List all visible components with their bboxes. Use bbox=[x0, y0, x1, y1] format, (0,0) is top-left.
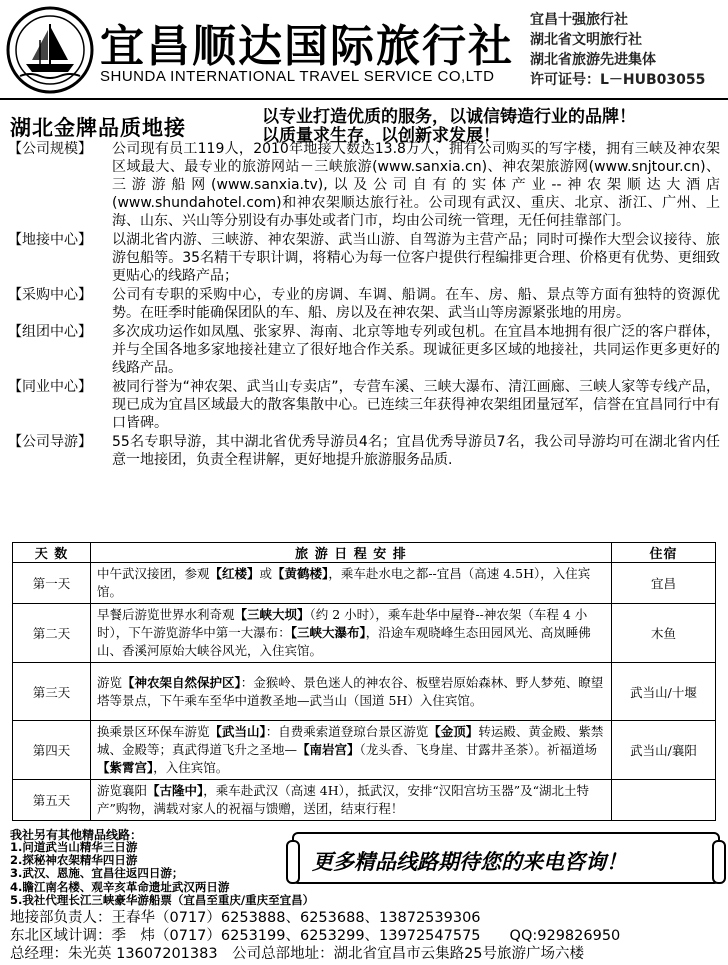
slogan-band bbox=[0, 102, 728, 146]
column-header-stay: 住宿 bbox=[612, 543, 716, 563]
honor-item: 湖北省文明旅行社 bbox=[530, 32, 642, 48]
route-item: 1.问道武当山精华三日游 bbox=[10, 840, 138, 854]
section-label: 【公司规模】 bbox=[8, 141, 92, 157]
itinerary-row bbox=[13, 563, 716, 604]
company-name-cn: 宜昌顺达国际旅行社 bbox=[100, 21, 514, 72]
honor-item: 湖北省旅游先进集体 bbox=[530, 52, 656, 68]
itinerary-stay: 宜昌 bbox=[612, 563, 716, 604]
section-text: 公司有专职的采购中心，专业的房调、车调、船调。在车、房、船、景点等方面有独特的资源优势。在旺季时能确保团队的车、船、房以及在神农架、武当山等房源紧张地的用房。 bbox=[112, 287, 720, 321]
section-industry bbox=[8, 378, 720, 432]
section-local-reception bbox=[8, 231, 720, 285]
other-routes-title: 我社另有其他精品线路： bbox=[10, 828, 143, 842]
itinerary-row bbox=[13, 604, 716, 663]
itinerary-row bbox=[13, 663, 716, 721]
header bbox=[0, 0, 728, 100]
section-label: 【采购中心】 bbox=[8, 287, 92, 303]
itinerary-day: 第四天 bbox=[13, 721, 91, 780]
slogan-line-2: 以质量求生存，以创新求发展！ bbox=[262, 126, 500, 146]
itinerary-body bbox=[13, 563, 716, 821]
itinerary-day: 第五天 bbox=[13, 780, 91, 821]
section-guides bbox=[8, 433, 720, 469]
section-text: 公司现有员工119人，2010年地接人数达13.8万人，拥有公司购买的写字楼，拥有三峡及神农架区域最大、最专业的旅游网站－三峡旅游(www.sanxia.cn)、神农架旅游网(www.snjtour.cn)、三游游船网(www.sanxia.tv),以及公司自有的实体产业--神农架顺达大酒店(www.shundahotel.com)和神农架顺达旅行社。公司现有武汉、重庆、北京、浙江、广州、上海、山东、兴山等分别设有办事处或者门市，均由公司统一管理，无任何挂靠部门。 bbox=[112, 141, 720, 229]
itinerary-table bbox=[12, 542, 716, 821]
contact-line: 地接部负责人：王春华（0717）6253888、6253688、13872539306 bbox=[10, 910, 481, 926]
company-sections bbox=[8, 140, 720, 470]
route-item: 3.武汉、恩施、宜昌往返四日游； bbox=[10, 866, 184, 881]
section-label: 【地接中心】 bbox=[8, 232, 92, 248]
contact-line: 总经理：朱光英 13607201383 公司总部地址：湖北省宜昌市云集路25号旅游广场六楼 bbox=[10, 946, 585, 962]
honor-item: 宜昌十强旅行社 bbox=[530, 12, 628, 28]
call-to-action-text: 更多精品线路期待您的来电咨询！ bbox=[312, 850, 627, 874]
company-name-en: SHUNDA INTERNATIONAL TRAVEL SERVICE CO,LTD bbox=[100, 68, 495, 85]
license-number: 许可证号：L－HUB03055 bbox=[530, 72, 706, 88]
itinerary-row bbox=[13, 780, 716, 821]
contact-info bbox=[10, 909, 722, 963]
itinerary-plan: 换乘景区环保车游览【武当山】：自费乘索道登琼台景区游览【金顶】转运殿、黄金殿、紫禁城、金殿等；真武得道飞升之圣地—【南岩宫】（龙头香、飞身崖、甘露井圣茶）。祈福道场【紫霄宫】，入住宾馆。 bbox=[91, 721, 612, 780]
itinerary-row bbox=[13, 721, 716, 780]
itinerary-plan: 早餐后游览世界水利奇观【三峡大坝】（约 2 小时），乘车赴华中屋脊--神农架（车程 4 小时），下午游览游华中第一大瀑布：【三峡大瀑布】，沿途车观晓峰生态田园风光、高岚睡佛山、香溪河原始大峡谷风光，入住宾馆。 bbox=[91, 604, 612, 663]
itinerary-stay: 武当山/襄阳 bbox=[612, 721, 716, 780]
section-label: 【同业中心】 bbox=[8, 379, 92, 395]
other-routes-list bbox=[10, 840, 315, 907]
itinerary-day: 第二天 bbox=[13, 604, 91, 663]
slogan-line-1: 以专业打造优质的服务，以诚信铸造行业的品牌！ bbox=[262, 107, 636, 127]
column-header-plan: 旅 游 日 程 安 排 bbox=[91, 543, 612, 563]
itinerary-header-row bbox=[13, 543, 716, 563]
itinerary-plan: 中午武汉接团，参观【红楼】或【黄鹤楼】，乘车赴水电之都--宜昌（高速 4.5H），入住宾馆。 bbox=[91, 563, 612, 604]
itinerary-stay: 武当山/十堰 bbox=[612, 663, 716, 721]
call-to-action-scroll bbox=[292, 832, 720, 884]
section-label: 【组团中心】 bbox=[8, 324, 92, 340]
route-item: 4.瞻江南名楼、观辛亥革命遗址武汉两日游 bbox=[10, 879, 230, 894]
itinerary-plan: 游览襄阳【古隆中】，乘车赴武汉（高速 4H），抵武汉，安排“汉阳宫坊玉器”及“湖北土特产”购物，满载对家人的祝福与馈赠，送团，结束行程！ bbox=[91, 780, 612, 821]
honors-list bbox=[530, 10, 726, 90]
footer bbox=[0, 826, 728, 965]
section-text: 55名专职导游，其中湖北省优秀导游员4名；宜昌优秀导游员7名，我公司导游均可在湖北省内任意一地接团，负责全程讲解，更好地提升旅游服务品质. bbox=[112, 434, 720, 468]
itinerary-day: 第一天 bbox=[13, 563, 91, 604]
route-item: 5.我社代理长江三峡豪华游船票（宜昌至重庆/重庆至宜昌） bbox=[10, 892, 315, 907]
section-group-tours bbox=[8, 323, 720, 377]
itinerary-stay: 木鱼 bbox=[612, 604, 716, 663]
section-procurement bbox=[8, 286, 720, 322]
section-text: 以湖北省内游、三峡游、神农架游、武当山游、自驾游为主营产品；同时可操作大型会议接待、旅游包船等。35名精干专职计调，将精心为每一位客户提供行程编排更合理、价格更有优势、更细致更贴心的线路产品； bbox=[112, 232, 720, 284]
route-item: 2.探秘神农架精华四日游 bbox=[10, 853, 138, 868]
itinerary-day: 第三天 bbox=[13, 663, 91, 721]
section-label: 【公司导游】 bbox=[8, 434, 92, 450]
contact-line: 东北区域计调：季 炜（0717）6253199、6253299、13972547575 QQ:929826950 bbox=[10, 928, 621, 944]
sailing-ship-logo-icon bbox=[6, 6, 94, 94]
section-text: 被同行誉为“神农架、武当山专卖店”，专营车溪、三峡大瀑布、清江画廊、三峡人家等专线产品，现已成为宜昌区域最大的散客集散中心。已连续三年获得神农架组团量冠军，信誉在宜昌同行中有口皆碑。 bbox=[112, 379, 720, 431]
itinerary-stay bbox=[612, 780, 716, 821]
column-header-day: 天 数 bbox=[13, 543, 91, 563]
section-text: 多次成功运作如凤凰、张家界、海南、北京等地专列或包机。在宜昌本地拥有很广泛的客户群体，并与全国各地多家地接社建立了很好地合作关系。现诚征更多区域的地接社，共同运作更多更好的线路产品。 bbox=[112, 324, 720, 376]
itinerary-plan: 游览【神农架自然保护区】：金猴岭、景色迷人的神农谷、板壁岩原始森林、野人梦苑、瞭望塔等景点，下午乘车至华中道教圣地—武当山（国道 5H）入住宾馆。 bbox=[91, 663, 612, 721]
section-scale bbox=[8, 140, 720, 230]
gold-title: 湖北金牌品质地接 bbox=[10, 116, 186, 140]
